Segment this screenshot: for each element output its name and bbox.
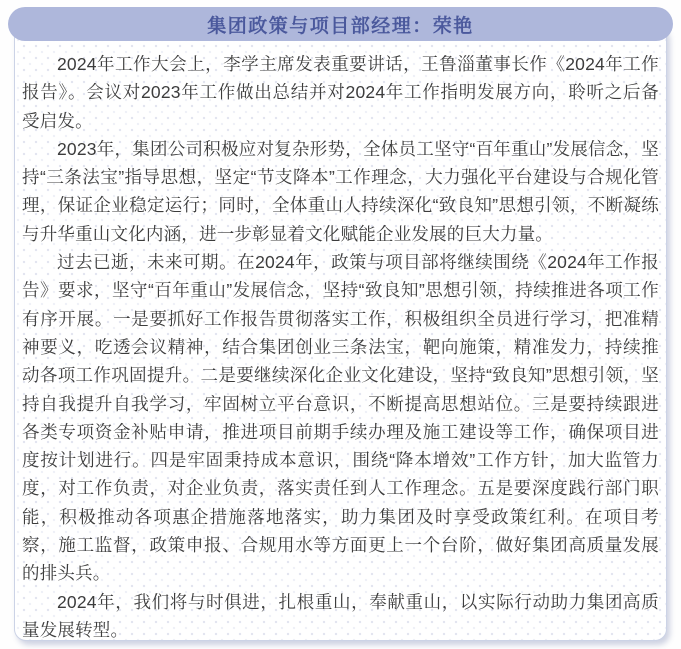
paragraph: 2024年工作大会上，李学主席发表重要讲话，王鲁淄董事长作《2024年工作报告》。会议对2023年工作做出总结并对2024年工作指明发展方向，聆听之后备受启发。 bbox=[22, 54, 659, 131]
title-banner bbox=[8, 7, 673, 41]
paragraph: 2023年，集团公司积极应对复杂形势，全体员工坚守“百年重山”发展信念，坚持“三条法宝”指导思想，坚定“节支降本”工作理念，大力强化平台建设与合规化管理，保证企业稳定运行；同时，全体重山人持续深化“致良知”思想引领，不断凝练与升华重山文化内涵，进一步彰显着文化赋能企业发展的巨大力量。 bbox=[22, 138, 659, 244]
paragraph: 2024年，我们将与时俱进，扎根重山，奉献重山，以实际行动助力集团高质量发展转型。 bbox=[22, 591, 659, 640]
article-card bbox=[14, 24, 667, 641]
article-body bbox=[22, 50, 659, 644]
page-title: 集团政策与项目部经理：荣艳 bbox=[207, 15, 474, 37]
paragraph: 过去已逝，未来可期。在2024年，政策与项目部将继续围绕《2024年工作报告》要求，坚守“百年重山”发展信念，坚持“致良知”思想引领，持续推进各项工作有序开展。一是要抓好工作报告贯彻落实工作，积极组织全员进行学习，把准精神要义，吃透会议精神，结合集团创业三条法宝，靶向施策，精准发力，持续推动各项工作巩固提升。二是要继续深化企业文化建设，坚持“致良知”思想引领，坚持自我提升自我学习，牢固树立平台意识，不断提高思想站位。三是要持续跟进各类专项资金补贴申请，推进项目前期手续办理及施工建设等工作，确保项目进度按计划进行。四是牢固秉持成本意识，围绕“降本增效”工作方针，加大监管力度，对工作负责，对企业负责，落实责任到人工作理念。五是要深度践行部门职能，积极推动各项惠企措施落地落实，助力集团及时享受政策红利。在项目考察，施工监督，政策申报、合规用水等方面更上一个台阶，做好集团高质量发展的排头兵。 bbox=[22, 252, 659, 584]
